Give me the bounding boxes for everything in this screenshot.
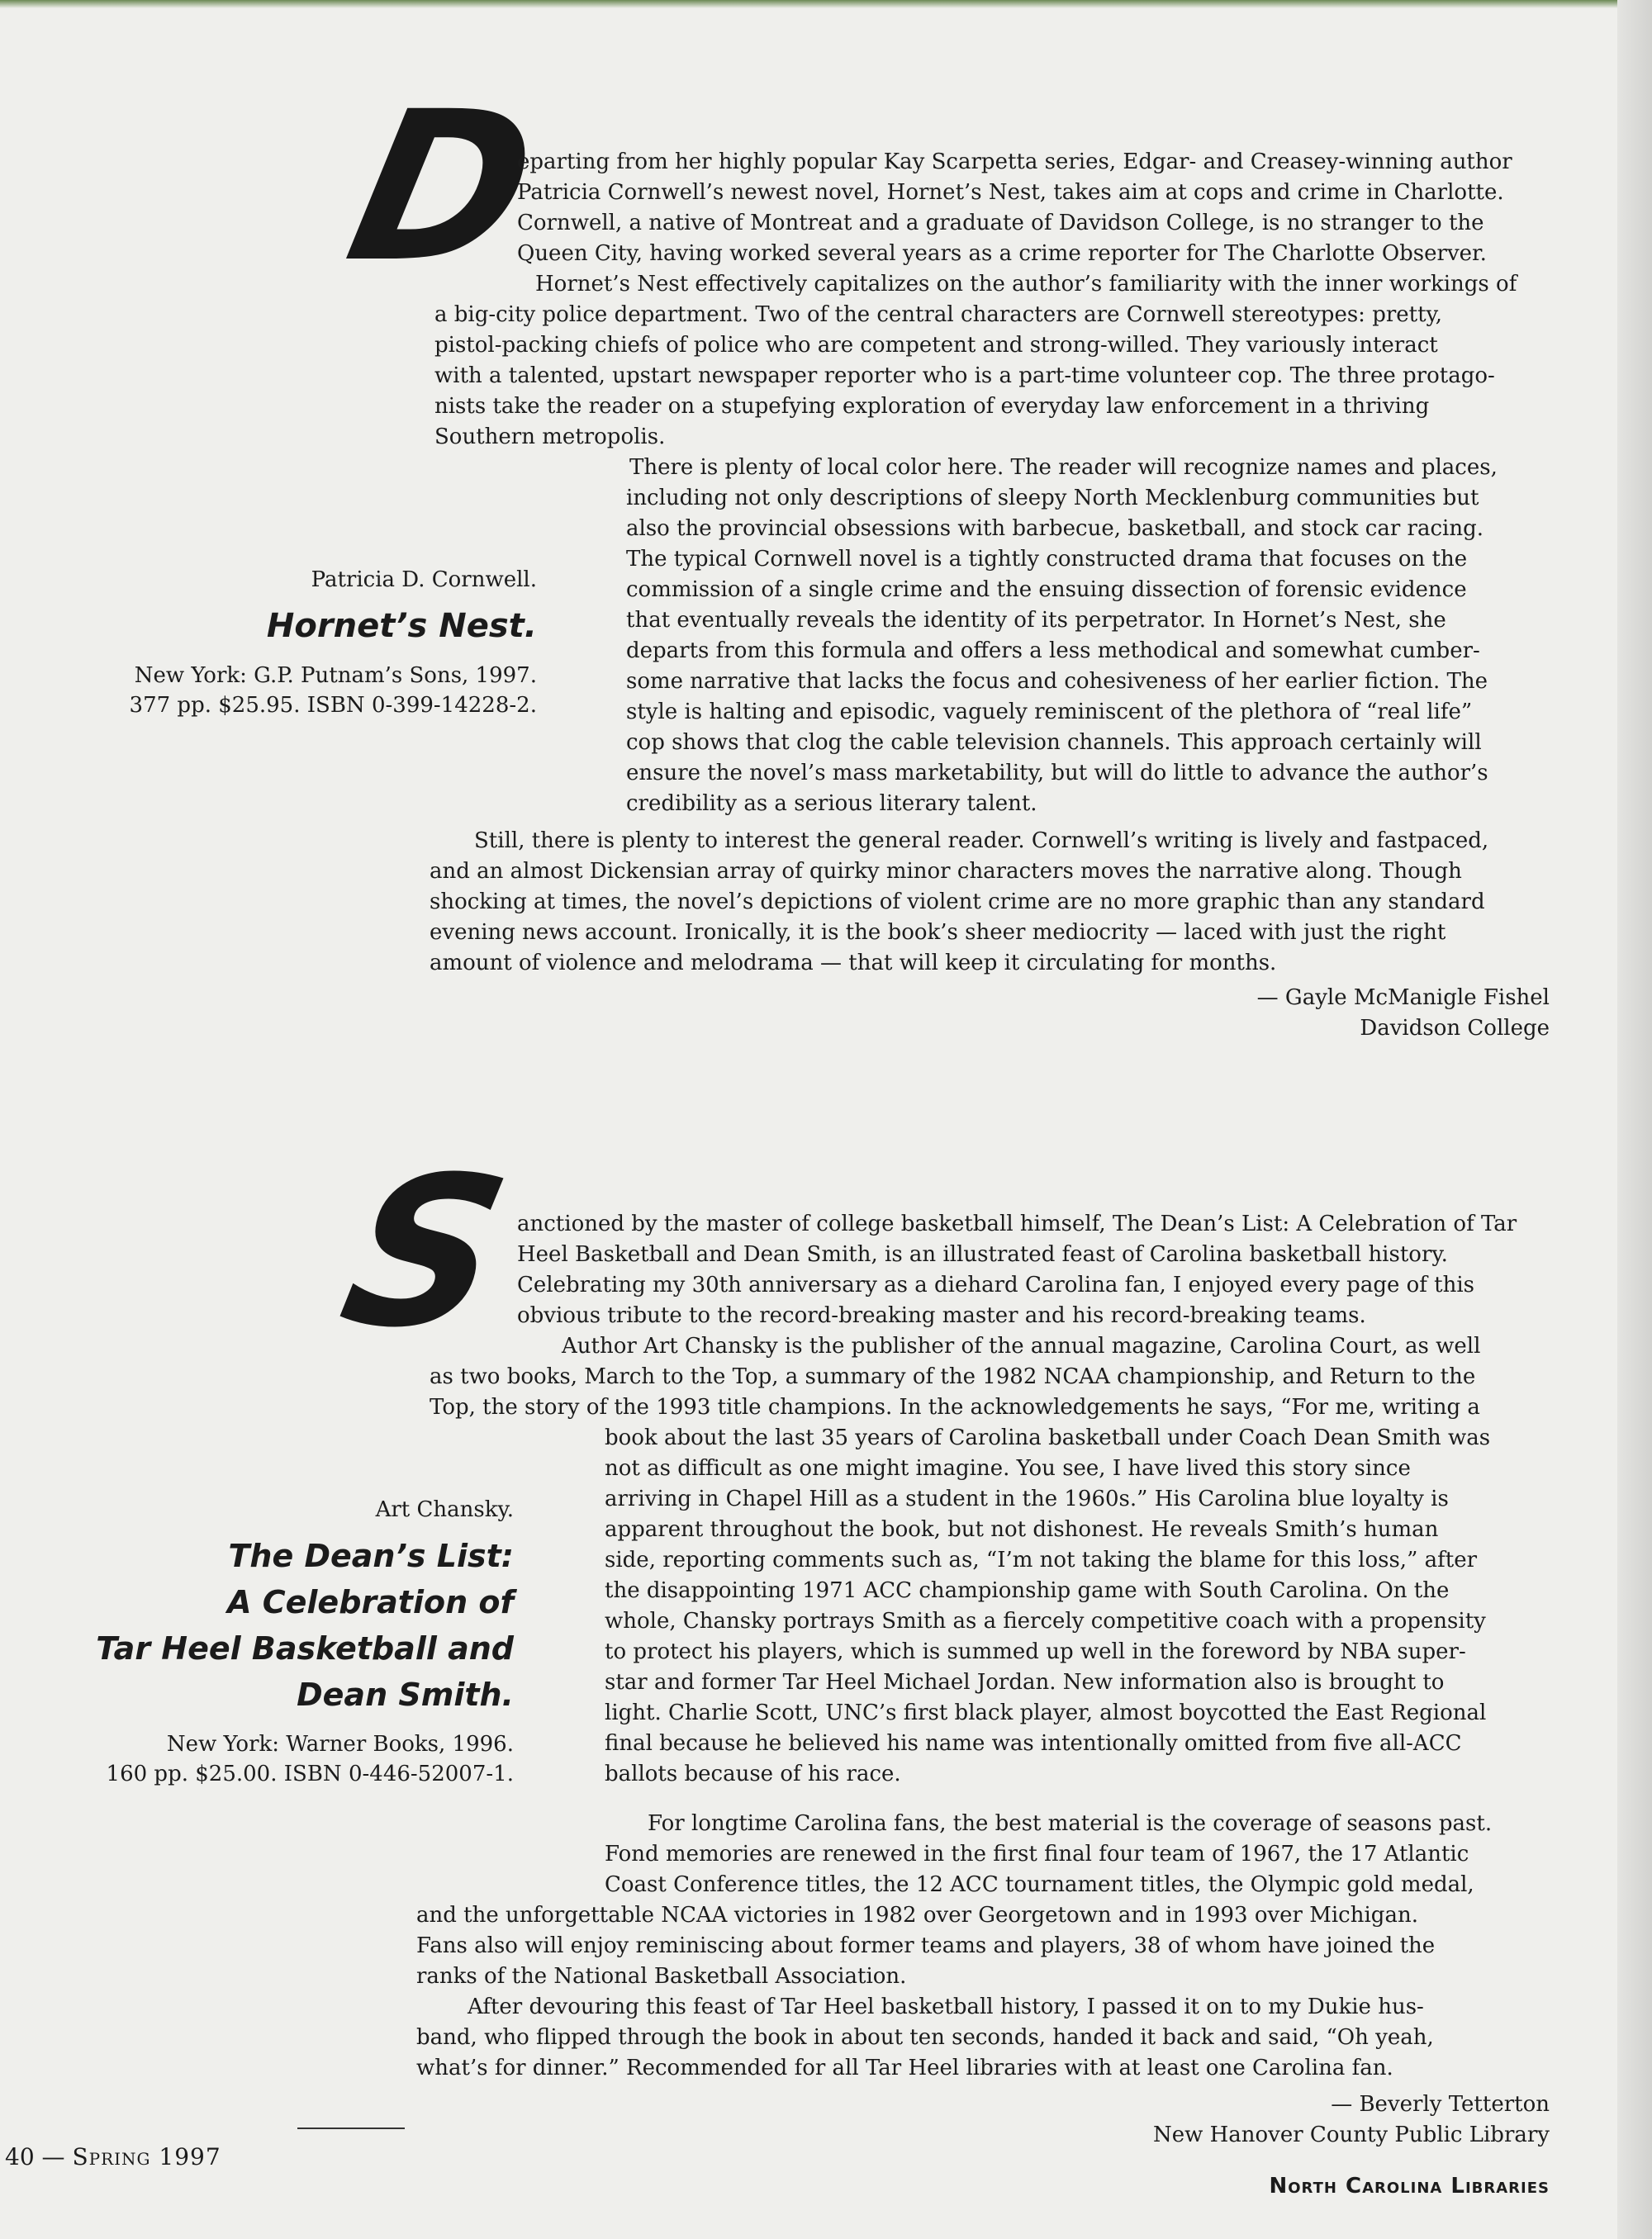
text-line: ranks of the National Basketball Association. [416, 1964, 907, 1989]
text-line: style is halting and episodic, vaguely reminiscent of the plethora of “real life” [626, 700, 1473, 724]
text-line: as two books, March to the Top, a summary of the 1982 NCAA championship, and Return to the [430, 1364, 1476, 1389]
text-line: cop shows that clog the cable television channels. This approach certainly will [626, 730, 1482, 755]
dropcap-d: D [331, 67, 554, 307]
book-title-line: The Dean’s List: [228, 1538, 514, 1574]
text-line: departs from this formula and offers a less methodical and somewhat cumber- [626, 638, 1480, 663]
text-line: commission of a single crime and the ensuing dissection of forensic evidence [626, 577, 1467, 602]
text-line: whole, Chansky portrays Smith as a fiercely competitive coach with a propensity [605, 1609, 1486, 1634]
review2-paragraph-1 [517, 1209, 1517, 1331]
text-line: book about the last 35 years of Carolina basketball under Coach Dean Smith was [605, 1425, 1491, 1450]
text-line: not as difficult as one might imagine. You see, I have lived this story since [605, 1456, 1411, 1481]
text-line: obvious tribute to the record-breaking master and his record-breaking teams. [517, 1303, 1366, 1328]
book-title-line: Dean Smith. [297, 1677, 514, 1713]
text-line: evening news account. Ironically, it is the book’s sheer mediocrity — laced with just the right [430, 920, 1446, 945]
text-line: star and former Tar Heel Michael Jordan. New information also is brought to [605, 1670, 1445, 1695]
reviewer-name: — Gayle McManigle Fishel [1256, 985, 1550, 1010]
review1-paragraph-1 [517, 147, 1512, 269]
text-line: After devouring this feast of Tar Heel basketball history, I passed it on to my Dukie hus- [468, 1995, 1424, 2019]
book-author: Art Chansky. [375, 1497, 514, 1522]
page-right-edge [1617, 0, 1652, 2239]
text-line: ballots because of his race. [605, 1762, 901, 1786]
text-line: The typical Cornwell novel is a tightly constructed drama that focuses on the [626, 547, 1468, 572]
text-line: arriving in Chapel Hill as a student in the 1960s.” His Carolina blue loyalty is [605, 1487, 1449, 1511]
book-publisher: New York: Warner Books, 1996. [166, 1732, 514, 1757]
text-line: pistol-packing chiefs of police who are competent and strong-willed. They variously interact [434, 333, 1438, 358]
review2-book-info [96, 1495, 514, 1789]
text-line: For longtime Carolina fans, the best material is the coverage of seasons past. [648, 1811, 1493, 1836]
text-line: Celebrating my 30th anniversary as a diehard Carolina fan, I enjoyed every page of this [517, 1273, 1475, 1297]
review2-paragraph-2 [430, 1331, 1480, 1423]
text-line: Heel Basketball and Dean Smith, is an illustrated feast of Carolina basketball history. [517, 1242, 1448, 1267]
text-line: ensure the novel’s mass marketability, but will do little to advance the author’s [626, 761, 1488, 785]
reviewer-affiliation: Davidson College [1360, 1016, 1550, 1041]
text-line: that eventually reveals the identity of its perpetrator. In Hornet’s Nest, she [626, 608, 1446, 633]
review2-paragraph-4 [416, 1992, 1434, 2084]
text-line: apparent throughout the book, but not dishonest. He reveals Smith’s human [605, 1517, 1439, 1542]
review2-signature [1153, 2090, 1550, 2151]
text-line: Still, there is plenty to interest the general reader. Cornwell’s writing is lively and fastpaced, [474, 828, 1489, 853]
book-details: 377 pp. $25.95. ISBN 0-399-14228-2. [129, 693, 537, 718]
text-line: anctioned by the master of college basketball himself, The Dean’s List: A Celebration of Tar [517, 1212, 1517, 1236]
text-line: also the provincial obsessions with barbecue, basketball, and stock car racing. [626, 516, 1484, 541]
text-line: There is plenty of local color here. The reader will recognize names and places, [629, 455, 1498, 480]
text-line: light. Charlie Scott, UNC’s first black player, almost boycotted the East Regional [605, 1701, 1487, 1725]
text-line: Hornet’s Nest effectively capitalizes on the author’s familiarity with the inner workings of [535, 272, 1517, 296]
text-line: eparting from her highly popular Kay Scarpetta series, Edgar- and Creasey-winning author [517, 149, 1512, 174]
book-details: 160 pp. $25.00. ISBN 0-446-52007-1. [106, 1762, 514, 1786]
page-top-edge [0, 0, 1652, 8]
text-line: band, who flipped through the book in about ten seconds, handed it back and said, “Oh yeah, [416, 2025, 1434, 2050]
review1-paragraph-2 [434, 269, 1517, 453]
book-publisher: New York: G.P. Putnam’s Sons, 1997. [134, 663, 537, 688]
text-line: Fans also will enjoy reminiscing about former teams and players, 38 of whom have joined the [416, 1933, 1436, 1958]
book-title-line: A Celebration of [227, 1584, 514, 1620]
text-line: shocking at times, the novel’s depictions of violent crime are no more graphic than any standard [430, 889, 1485, 914]
review2-paragraph-3-continued [416, 1900, 1435, 1992]
text-line: Southern metropolis. [434, 425, 666, 449]
footer-page-info [5, 2143, 221, 2170]
text-line: Fond memories are renewed in the first final four team of 1967, the 17 Atlantic [605, 1842, 1469, 1867]
text-line: Top, the story of the 1993 title champions. In the acknowledgements he says, “For me, writing a [430, 1395, 1480, 1420]
text-line: Author Art Chansky is the publisher of the annual magazine, Carolina Court, as well [562, 1334, 1481, 1359]
text-line: credibility as a serious literary talent. [626, 791, 1037, 816]
review2-paragraph-2-continued [605, 1423, 1490, 1790]
review1-book-info [130, 565, 537, 720]
page-number: 40 — [5, 2143, 65, 2170]
text-line: Coast Conference titles, the 12 ACC tournament titles, the Olympic gold medal, [605, 1872, 1474, 1897]
footer-rule [297, 2128, 405, 2129]
text-line: including not only descriptions of sleepy North Mecklenburg communities but [626, 486, 1479, 510]
review1-paragraph-3 [626, 453, 1498, 819]
text-line: Queen City, having worked several years as a crime reporter for The Charlotte Observer. [517, 241, 1487, 266]
review1-paragraph-4 [430, 826, 1488, 979]
text-line: the disappointing 1971 ACC championship game with South Carolina. On the [605, 1578, 1450, 1603]
text-line: final because he believed his name was intentionally omitted from five all-ACC [605, 1731, 1462, 1756]
review1-signature [1257, 983, 1550, 1044]
text-line: amount of violence and melodrama — that will keep it circulating for months. [430, 951, 1277, 975]
text-line: Cornwell, a native of Montreat and a graduate of Davidson College, is no stranger to the [517, 211, 1484, 235]
dropcap-s: S [325, 1132, 525, 1373]
text-line: what’s for dinner.” Recommended for all Tar Heel libraries with at least one Carolina fan. [416, 2056, 1393, 2080]
text-line: side, reporting comments such as, “I’m not taking the blame for this loss,” after [605, 1548, 1478, 1573]
text-line: and the unforgettable NCAA victories in 1982 over Georgetown and in 1993 over Michigan. [416, 1903, 1418, 1928]
book-title-line: Tar Heel Basketball and [96, 1630, 514, 1667]
review2-paragraph-3 [605, 1809, 1492, 1900]
reviewer-affiliation: New Hanover County Public Library [1152, 2123, 1550, 2147]
issue-date: Spring 1997 [72, 2143, 221, 2170]
book-author: Patricia D. Cornwell. [311, 567, 537, 592]
book-title: Hornet’s Nest. [266, 607, 537, 645]
text-line: some narrative that lacks the focus and cohesiveness of her earlier fiction. The [626, 669, 1488, 694]
text-line: nists take the reader on a stupefying exploration of everyday law enforcement in a thriving [434, 394, 1430, 419]
journal-name: North Carolina Libraries [1269, 2174, 1550, 2199]
reviewer-name: — Beverly Tetterton [1331, 2092, 1550, 2117]
text-line: with a talented, upstart newspaper reporter who is a part-time volunteer cop. The three protago- [434, 363, 1495, 388]
text-line: and an almost Dickensian array of quirky minor characters moves the narrative along. Though [430, 859, 1462, 884]
text-line: to protect his players, which is summed up well in the foreword by NBA super- [605, 1639, 1466, 1664]
text-line: a big-city police department. Two of the central characters are Cornwell stereotypes: pretty, [434, 302, 1443, 327]
text-line: Patricia Cornwell’s newest novel, Hornet’s Nest, takes aim at cops and crime in Charlotte. [517, 180, 1504, 205]
